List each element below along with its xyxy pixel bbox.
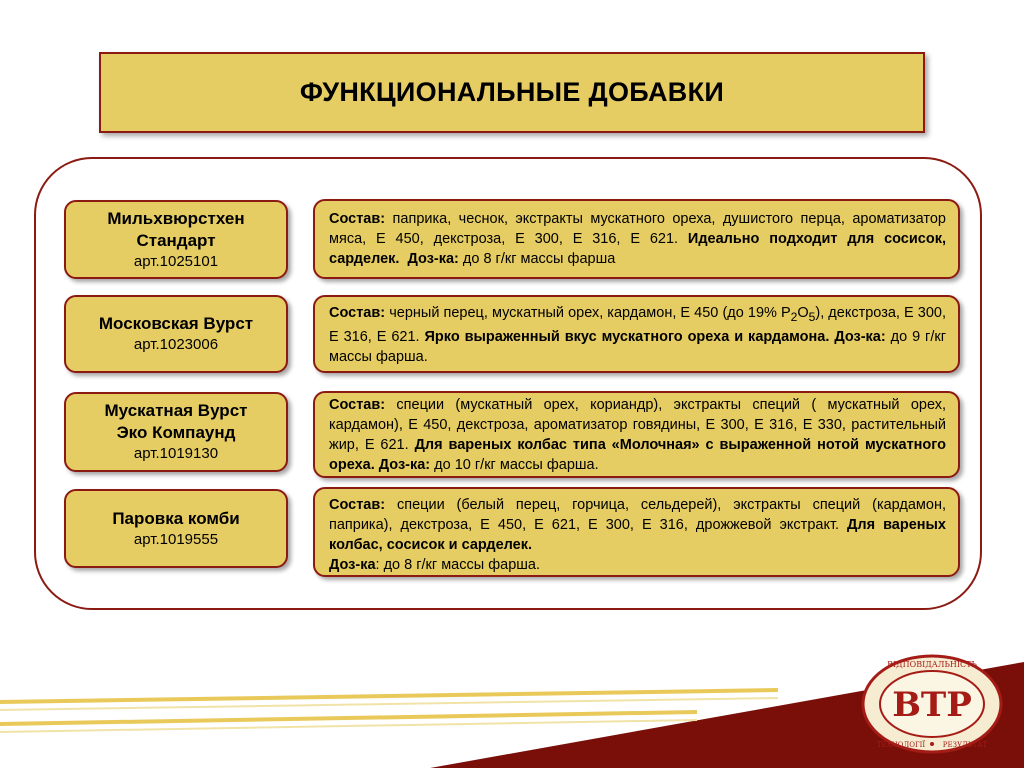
logo-ring-text: РЕЗУЛЬТАТ (942, 741, 988, 749)
btr-logo (861, 654, 1003, 754)
logo-ring-text: ВІДПОВІДАЛЬНІСТЬ (887, 660, 977, 669)
highlight-text: Для вареных колбас типа «Молочная» с выраженной нотой мускатного ореха. Доз-ка: (329, 437, 946, 473)
product-article: арт.1023006 (133, 336, 219, 353)
composition-label: Состав: (329, 305, 386, 321)
highlight-text: Ярко выраженный вкус мускатного ореха и кардамона. Доз-ка: (424, 328, 886, 345)
composition-label: Состав: (329, 211, 386, 227)
dose-label: Доз-ка (329, 557, 376, 573)
product-article: арт.1019555 (133, 530, 219, 548)
product-name: Стандарт (136, 230, 216, 250)
product-article: арт.1025101 (133, 252, 219, 270)
composition-text: специи (белый перец, горчица, сельдерей), экстракты специй (кардамон, паприка), декстроза, Е 450, Е 621, Е 300, Е 316, дрожжевой экстракт. (329, 497, 946, 533)
logo-letters: BTP (892, 685, 972, 725)
subscript: 5 (808, 309, 816, 324)
product-name: Эко Компаунд (116, 423, 236, 442)
logo-ring-text: ТЕХНОЛОГІЇ (876, 741, 926, 749)
product-name: Московская Вурст (98, 314, 254, 333)
composition-text: черный перец, мускатный орех, кардамон, Е 450 (до 19% Р (385, 305, 791, 321)
product-name-box (64, 200, 288, 279)
subscript: 2 (790, 309, 798, 324)
title-banner (99, 52, 925, 133)
product-description (313, 199, 960, 279)
product-name: Мильхвюрстхен (107, 208, 245, 228)
product-description (313, 295, 960, 373)
dose-text: до 9 г/кг массы фарша. (329, 328, 947, 365)
product-article: арт.1019130 (133, 445, 219, 462)
product-description (313, 391, 960, 478)
highlight-text: Для вареных колбас, сосисок и сарделек. (329, 517, 946, 553)
composition-text: О (797, 305, 809, 321)
dose-line (329, 555, 946, 575)
product-name-box (64, 392, 288, 472)
product-name-box (64, 489, 288, 568)
dose-text: до 10 г/кг массы фарша. (430, 457, 599, 473)
dose-label: Доз-ка: (407, 251, 459, 267)
dose-text: : до 8 г/кг массы фарша. (375, 557, 540, 573)
composition-label: Состав: (329, 497, 386, 513)
highlight-text: Идеально подходит для сосисок, сарделек. (329, 231, 946, 267)
composition-text: специи (мускатный орех, кориандр), экстракты специй ( мускатный орех, кардамон), Е 450, декстроза, ароматизатор говядины, Е 300, Е 316, Е 330, растительный жир, Е 621. (329, 397, 946, 453)
product-name-box (64, 295, 288, 373)
page-title: ФУНКЦИОНАЛЬНЫЕ ДОБАВКИ (299, 77, 725, 107)
product-name: Мускатная Вурст (104, 401, 248, 420)
composition-text: ), декстроза, Е 300, Е 316, Е 621. (329, 305, 946, 345)
composition-text: паприка, чеснок, экстракты мускатного ореха, душистого перца, ароматизатор мяса, Е 450, декстроза, Е 300, Е 316, Е 621. (329, 211, 946, 247)
dose-text: до 8 г/кг массы фарша (458, 251, 616, 267)
product-description (313, 487, 960, 577)
composition-label: Состав: (329, 397, 386, 413)
product-name: Паровка комби (112, 508, 240, 528)
